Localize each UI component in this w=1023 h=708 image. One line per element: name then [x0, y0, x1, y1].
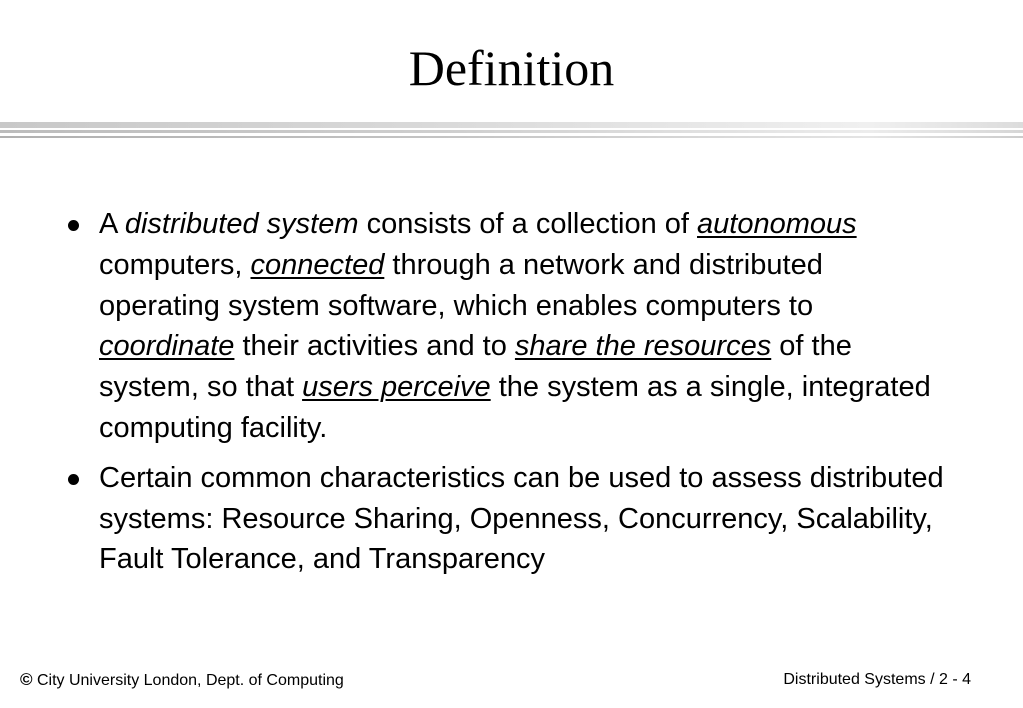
term-distributed-system: distributed system	[124, 208, 359, 240]
footer-copyright	[20, 670, 344, 691]
footer-page-info: Distributed Systems / 2 - 4	[783, 671, 971, 688]
slide-title: Definition	[408, 40, 615, 96]
plain-text: Certain common characteristics can be used to assess distributed systems: Resource Sharing, Openness, Concurrency, Scalability, Fault Tolerance, and Transparency	[99, 461, 944, 576]
title-divider-line	[0, 130, 1023, 133]
term-share-the-resources: share the resources	[514, 330, 772, 363]
title-divider-line	[0, 122, 1023, 128]
term-autonomous: autonomous	[697, 208, 857, 240]
term-connected: connected	[250, 248, 385, 281]
plain-text: through a network and distributed operating system software, which enables computers to	[99, 248, 823, 322]
copyright-icon: ©	[20, 670, 33, 689]
term-coordinate: coordinate	[99, 330, 235, 363]
plain-text: computers,	[99, 248, 251, 281]
bullet-icon	[68, 220, 79, 231]
footer-institution: City University London, Dept. of Computing	[32, 672, 344, 689]
bullet-item-characteristics	[64, 458, 944, 580]
plain-text: consists of a collection of	[358, 208, 698, 240]
plain-text: A	[99, 208, 125, 240]
bullet-item-definition	[64, 204, 944, 449]
plain-text: the system as a single, integrated computing facility.	[99, 371, 931, 444]
title-divider-line	[0, 136, 1023, 138]
bullet-list	[64, 204, 944, 580]
term-users-perceive: users perceive	[302, 371, 491, 404]
plain-text: of the system, so that	[99, 330, 852, 404]
plain-text: their activities and to	[234, 330, 515, 363]
bullet-icon	[68, 474, 79, 485]
